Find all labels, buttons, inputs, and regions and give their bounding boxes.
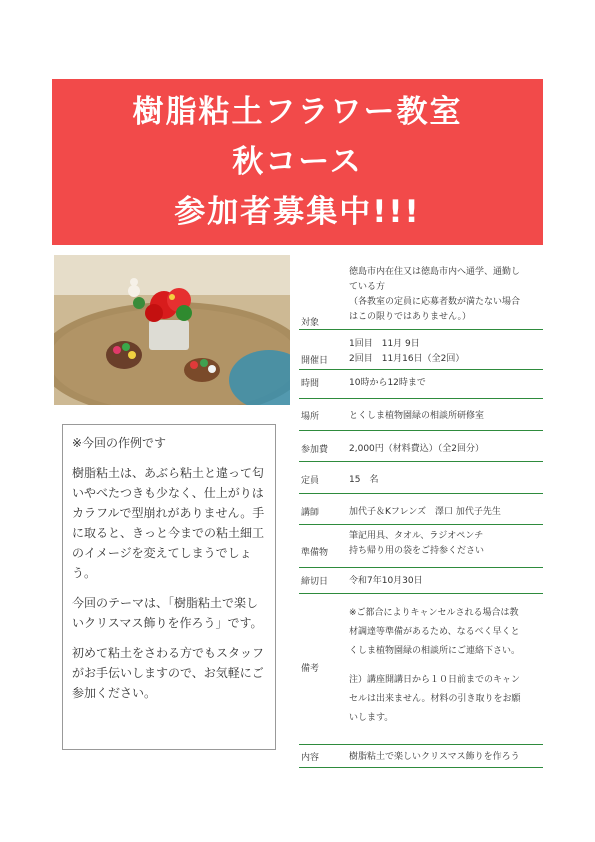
info-label: 開催日 [301,356,329,366]
info-value-line: 筆記用具、タオル、ラジオペンチ [349,531,484,541]
info-row-place [299,399,543,431]
flower-arrangement-photo [54,255,290,405]
info-value-line [349,661,543,671]
sample-paragraph-2: 今回のテーマは、「樹脂粘土で楽しいクリスマス飾りを作ろう」です。 [72,596,263,630]
info-label: 備考 [301,664,320,674]
info-row-items [299,525,543,568]
info-row-instructor [299,494,543,525]
info-value-line: 15 名 [349,475,379,485]
banner-title-line3: 参加者募集中!!! [174,194,421,230]
info-row-notes [299,594,543,745]
info-value-line: 徳島市内在住又は徳島市内へ通学、通勤し [349,267,521,277]
info-value-line: セルは出来ません。材料の引き取りをお願 [349,694,521,704]
info-value-line: 2回目 11月16日（全2回） [349,354,465,364]
info-value-line: はこの限りではありません。） [349,312,472,322]
info-value-line: 1回目 11月 9日 [349,339,420,349]
info-value-line: 加代子＆Kフレンズ 澤口 加代子先生 [349,507,501,517]
info-value-line: とくしま植物園緑の相談所研修室 [349,411,485,421]
info-label: 対象 [301,318,320,328]
sample-paragraph-1: 樹脂粘土は、あぶら粘土と違って匂いやべたつきも少なく、仕上がりはカラフルで型崩れがありません。手に取ると、きっと今までの粘土細工のイメージを変えてしまうでしょう。 [72,466,265,580]
info-row-fee [299,431,543,462]
sample-description-box [62,424,276,750]
info-label: 場所 [301,412,320,422]
banner-title-line2: 秋コース [232,144,363,180]
info-label: 参加費 [301,445,329,455]
info-value-line: 2,000円（材料費込）（全2回分） [349,444,484,454]
sample-paragraph-3: 初めて粘土をさわる方でもスタッフがお手伝いしますので、お気軽にご参加ください。 [72,646,265,700]
info-value-line: いします。 [349,713,394,723]
info-label: 時間 [301,379,320,389]
info-value-line: 材調達等準備があるため、なるべく早くと [349,627,520,637]
info-value-line: くしま植物園緑の相談所にご連絡下さい。 [349,646,521,656]
info-value-line: （各教室の定員に応募者数が満たない場合 [349,297,521,307]
course-info-table [299,255,543,768]
info-row-date [299,330,543,370]
info-label: 準備物 [301,548,329,558]
info-value-line: 10時から12時まで [349,378,426,388]
info-row-time [299,370,543,399]
info-label: 締切日 [301,577,329,587]
info-label: 定員 [301,476,320,486]
info-row-content [299,745,543,768]
title-banner [52,79,543,245]
info-value-line: ※ご都合によりキャンセルされる場合は教 [349,608,519,618]
info-row-target [299,255,543,330]
info-value-line: 持ち帰り用の袋をご持参ください [349,546,485,556]
info-value-line: 樹脂粘土で楽しいクリスマス飾りを作ろう [349,752,520,762]
info-value-line: 注）講座開講日から１０日前までのキャン [349,675,521,685]
banner-title-line1: 樹脂粘土フラワー教室 [132,94,463,130]
info-value-line: ている方 [349,282,386,292]
info-label: 内容 [301,753,320,763]
sample-heading: ※今回の作例です [72,436,167,450]
info-row-capacity [299,462,543,494]
info-value-line: 令和7年10月30日 [349,576,423,586]
info-label: 講師 [301,508,320,518]
info-row-deadline [299,568,543,594]
